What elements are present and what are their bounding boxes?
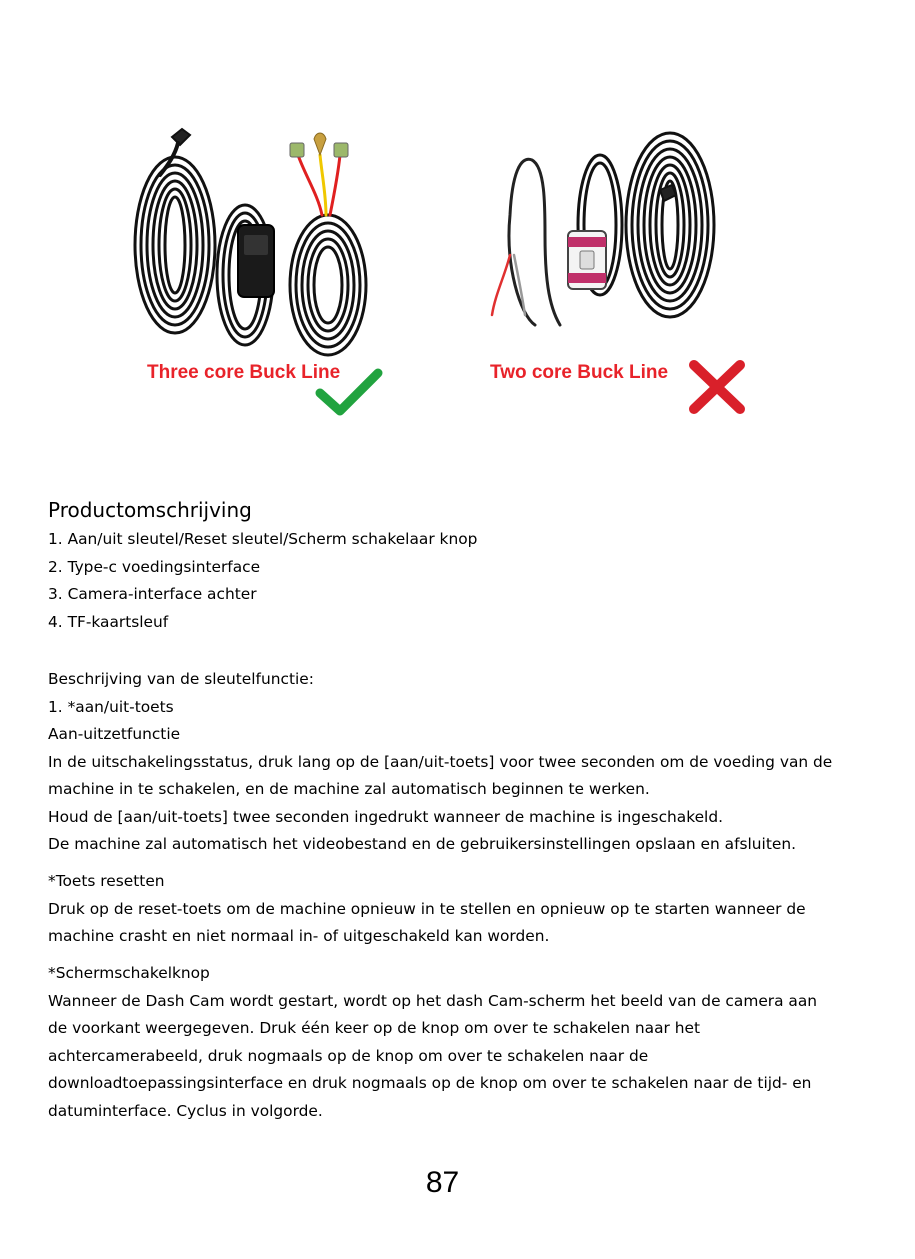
paragraph-line: Houd de [aan/uit-toets] twee seconden ingedrukt wanneer de machine is ingeschakeld.	[48, 807, 723, 826]
page-number: 87	[425, 1166, 460, 1199]
key-function-section	[48, 666, 868, 859]
reset-key-title: *Toets resetten	[48, 872, 165, 890]
paragraph-line: De machine zal automatisch het videobestand en de gebruikersinstellingen opslaan en afsluiten.	[48, 835, 796, 853]
three-core-cable-image	[135, 129, 366, 355]
two-core-caption: Two core Buck Line	[490, 362, 669, 383]
paragraph-line: datuminterface. Cyclus in volgorde.	[48, 1101, 323, 1120]
three-core-caption: Three core Buck Line	[147, 362, 341, 383]
paragraph-line: machine in te schakelen, en de machine zal automatisch beginnen te werken.	[48, 780, 650, 798]
paragraph-line: downloadtoepassingsinterface en druk nogmaals op de knop om over te schakelen naar de tijd- en	[48, 1074, 812, 1092]
screen-switch-section	[48, 960, 868, 1125]
power-key-title: 1. *aan/uit-toets	[48, 697, 174, 716]
reset-section	[48, 868, 868, 951]
paragraph-line: Wanneer de Dash Cam wordt gestart, wordt op het dash Cam-scherm het beeld van de camera aan	[48, 991, 818, 1010]
product-heading: Productomschrijving	[48, 498, 252, 522]
cross-icon	[694, 365, 740, 409]
two-core-cable-image	[492, 133, 714, 325]
power-key-subtitle: Aan-uitzetfunctie	[48, 725, 181, 743]
paragraph-line: Druk op de reset-toets om de machine opnieuw in te stellen en opnieuw op te starten wanneer de	[48, 899, 806, 918]
list-item: 2. Type-c voedingsinterface	[48, 557, 261, 576]
cable-comparison-figure	[0, 115, 915, 425]
paragraph-line: machine crasht en niet normaal in- of uitgeschakeld kan worden.	[48, 927, 550, 945]
list-item: 3. Camera-interface achter	[48, 585, 257, 603]
paragraph-line: de voorkant weergegeven. Druk één keer op de knop om over te schakelen naar het	[48, 1019, 701, 1037]
paragraph-line: achtercamerabeeld, druk nogmaals op de knop om over te schakelen naar de	[48, 1046, 649, 1065]
key-function-heading: Beschrijving van de sleutelfunctie:	[48, 670, 314, 688]
list-item: 4. TF-kaartsleuf	[48, 612, 169, 631]
list-item: 1. Aan/uit sleutel/Reset sleutel/Scherm schakelaar knop	[48, 530, 478, 548]
cable-illustrations	[0, 115, 915, 425]
paragraph-line: In de uitschakelingsstatus, druk lang op de [aan/uit-toets] voor twee seconden om de voeding van de	[48, 752, 833, 771]
product-list	[48, 526, 868, 636]
screen-key-title: *Schermschakelknop	[48, 964, 210, 982]
